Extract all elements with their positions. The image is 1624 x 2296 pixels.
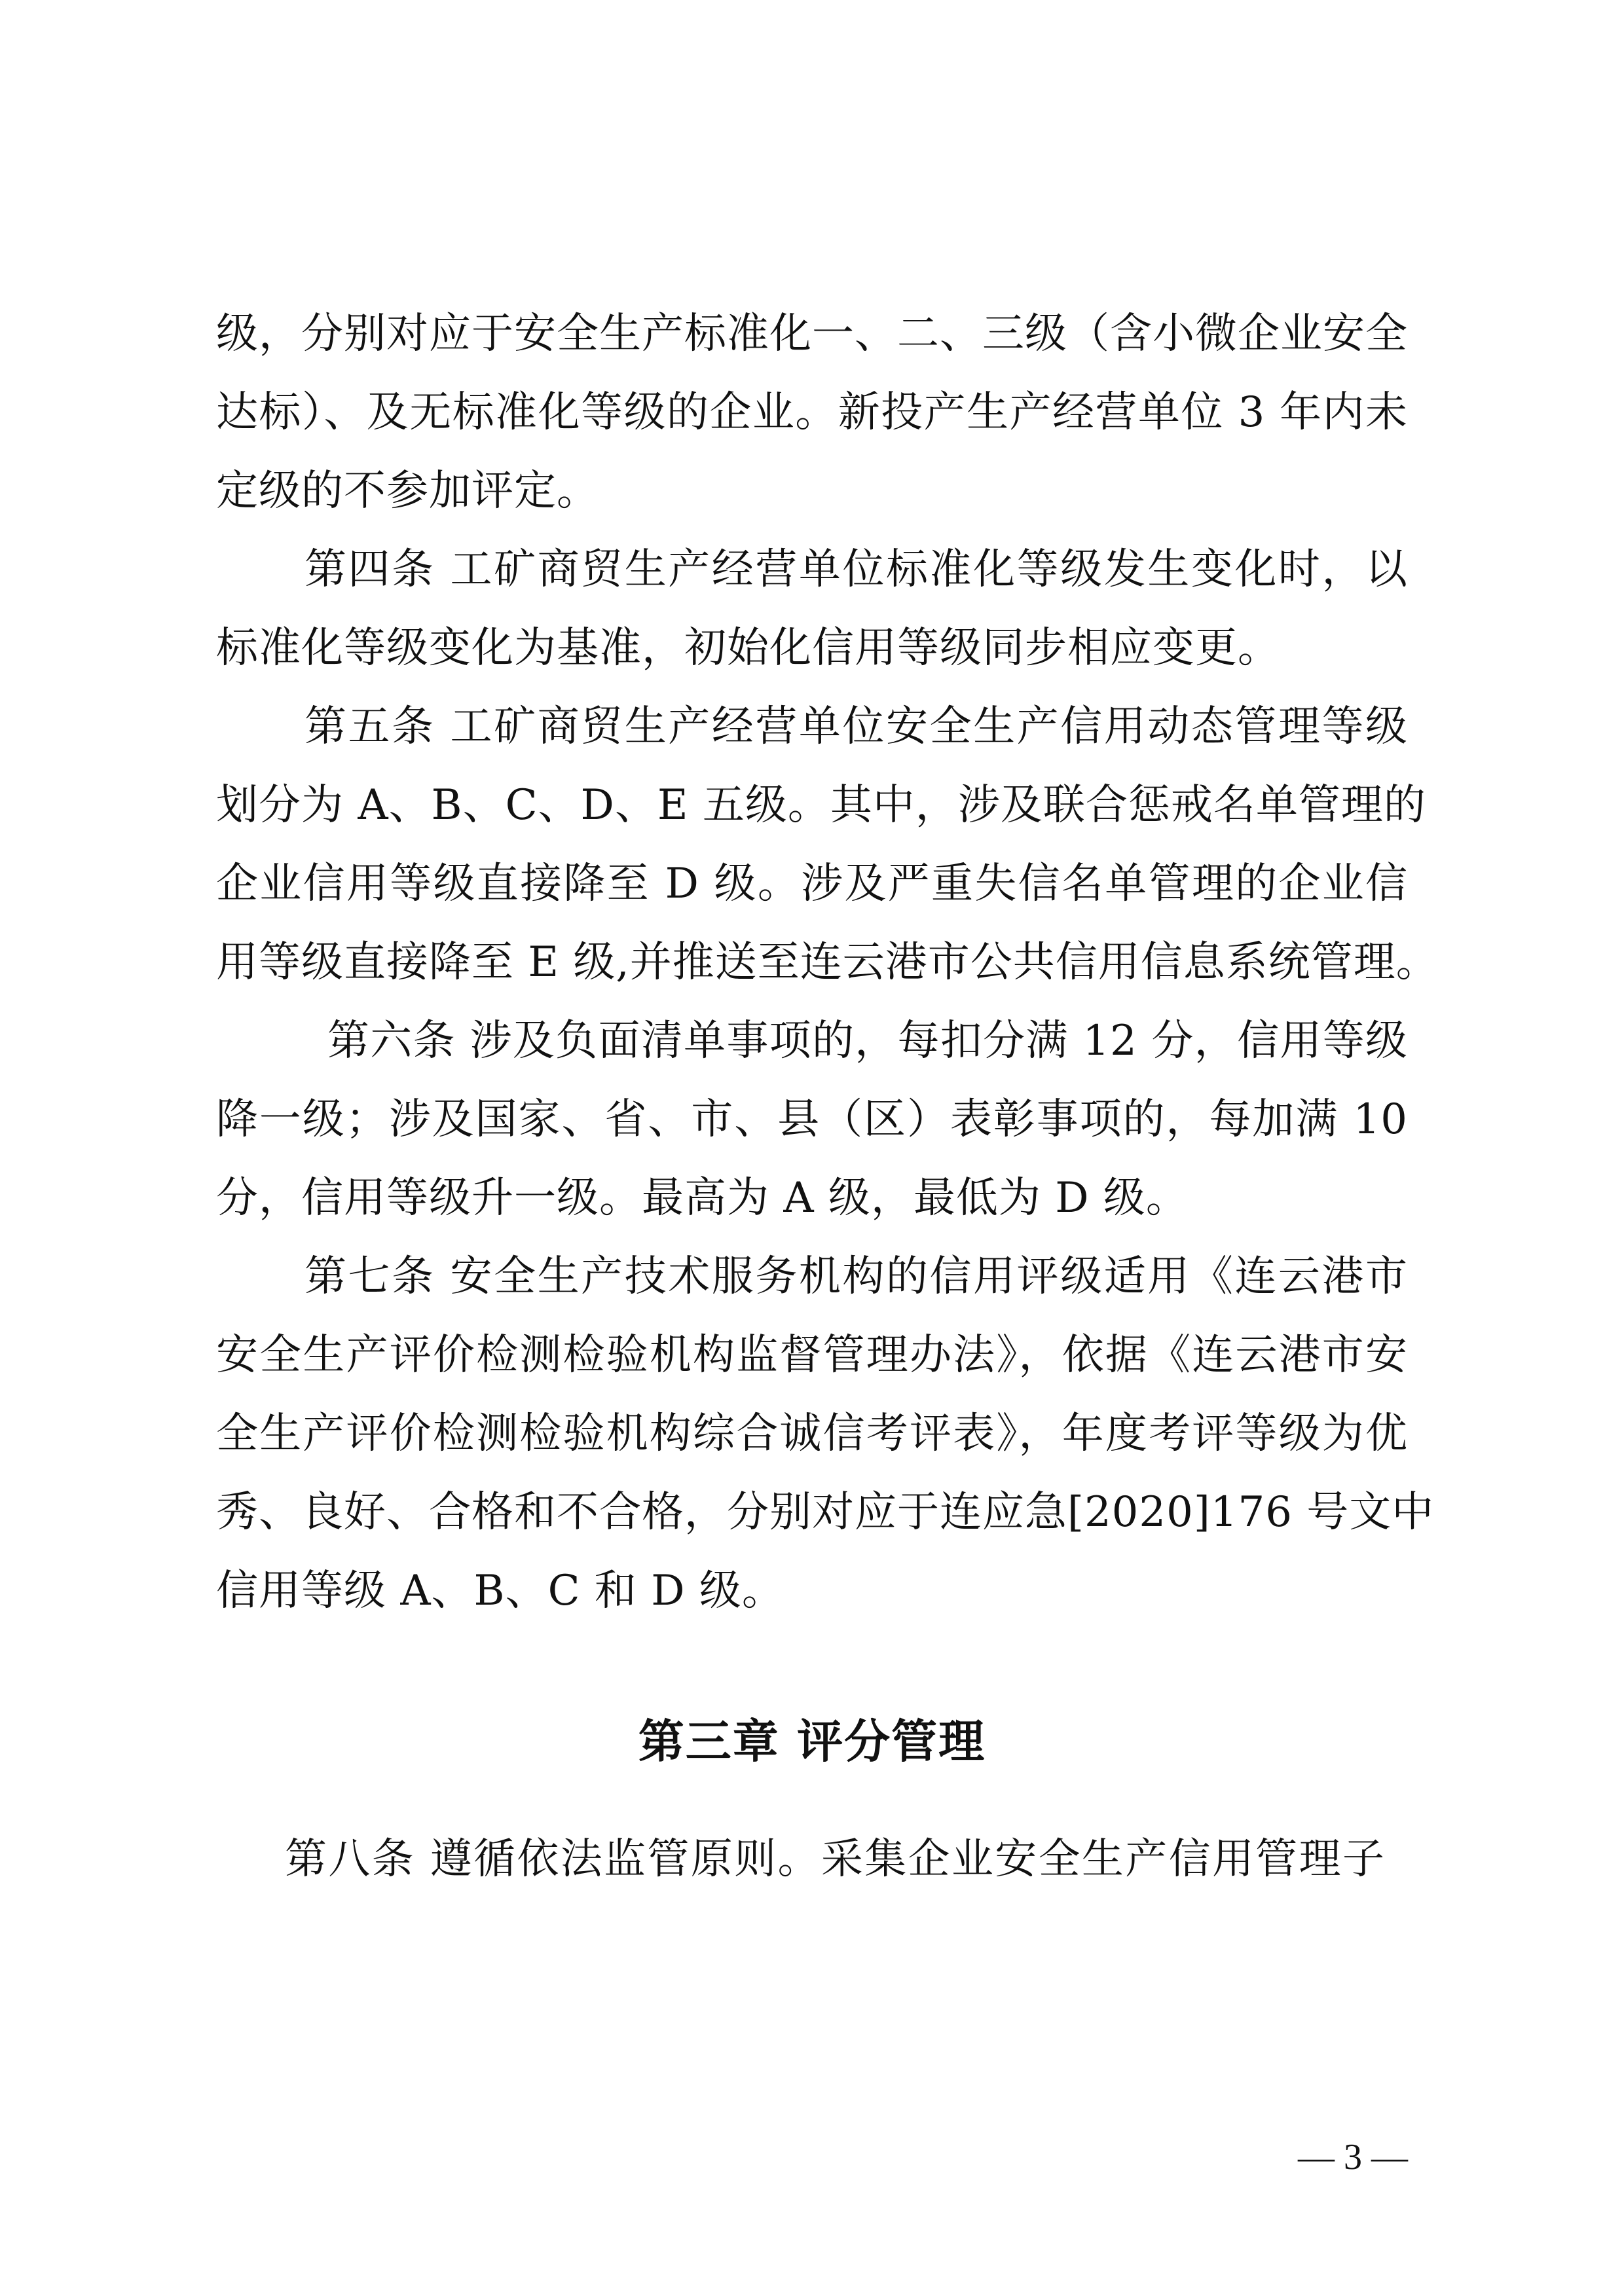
body-line-6: 第五条 工矿商贸生产经营单位安全生产信用动态管理等级 xyxy=(304,702,1408,751)
body-line-12: 分，信用等级升一级。最高为 A 级，最低为 D 级。 xyxy=(216,1174,1189,1222)
body-line-17: 信用等级 A、B、C 和 D 级。 xyxy=(216,1567,784,1615)
body-line-2: 达标）、及无标准化等级的企业。新投产生产经营单位 3 年内未 xyxy=(216,388,1408,437)
body-line-9: 用等级直接降至 E 级,并推送至连云港市公共信用信息系统管理。 xyxy=(216,938,1439,987)
body-line-10: 第六条 涉及负面清单事项的，每扣分满 12 分，信用等级 xyxy=(327,1017,1408,1065)
body-line-last: 第八条 遵循依法监管原则。采集企业安全生产信用管理子 xyxy=(285,1835,1385,1884)
page-number: — 3 — xyxy=(1298,2137,1408,2178)
body-line-1: 级，分别对应于安全生产标准化一、二、三级（含小微企业安全 xyxy=(216,310,1408,358)
body-line-5: 标准化等级变化为基准，初始化信用等级同步相应变更。 xyxy=(216,624,1280,672)
body-line-16: 秀、良好、合格和不合格，分别对应于连应急[2020]176 号文中 xyxy=(216,1488,1435,1537)
body-line-7: 划分为 A、B、C、D、E 五级。其中，涉及联合惩戒名单管理的 xyxy=(216,781,1426,829)
chapter-heading: 第三章 评分管理 xyxy=(638,1715,986,1768)
body-line-3: 定级的不参加评定。 xyxy=(216,467,599,515)
body-line-13: 第七条 安全生产技术服务机构的信用评级适用《连云港市 xyxy=(304,1252,1408,1301)
body-line-11: 降一级；涉及国家、省、市、县（区）表彰事项的，每加满 10 xyxy=(216,1095,1408,1144)
body-line-4: 第四条 工矿商贸生产经营单位标准化等级发生变化时，以 xyxy=(304,545,1408,594)
body-line-8: 企业信用等级直接降至 D 级。涉及严重失信名单管理的企业信 xyxy=(216,860,1408,908)
body-line-15: 全生产评价检测检验机构综合诚信考评表》，年度考评等级为优 xyxy=(216,1410,1408,1458)
body-line-14: 安全生产评价检测检验机构监督管理办法》，依据《连云港市安 xyxy=(216,1331,1408,1379)
